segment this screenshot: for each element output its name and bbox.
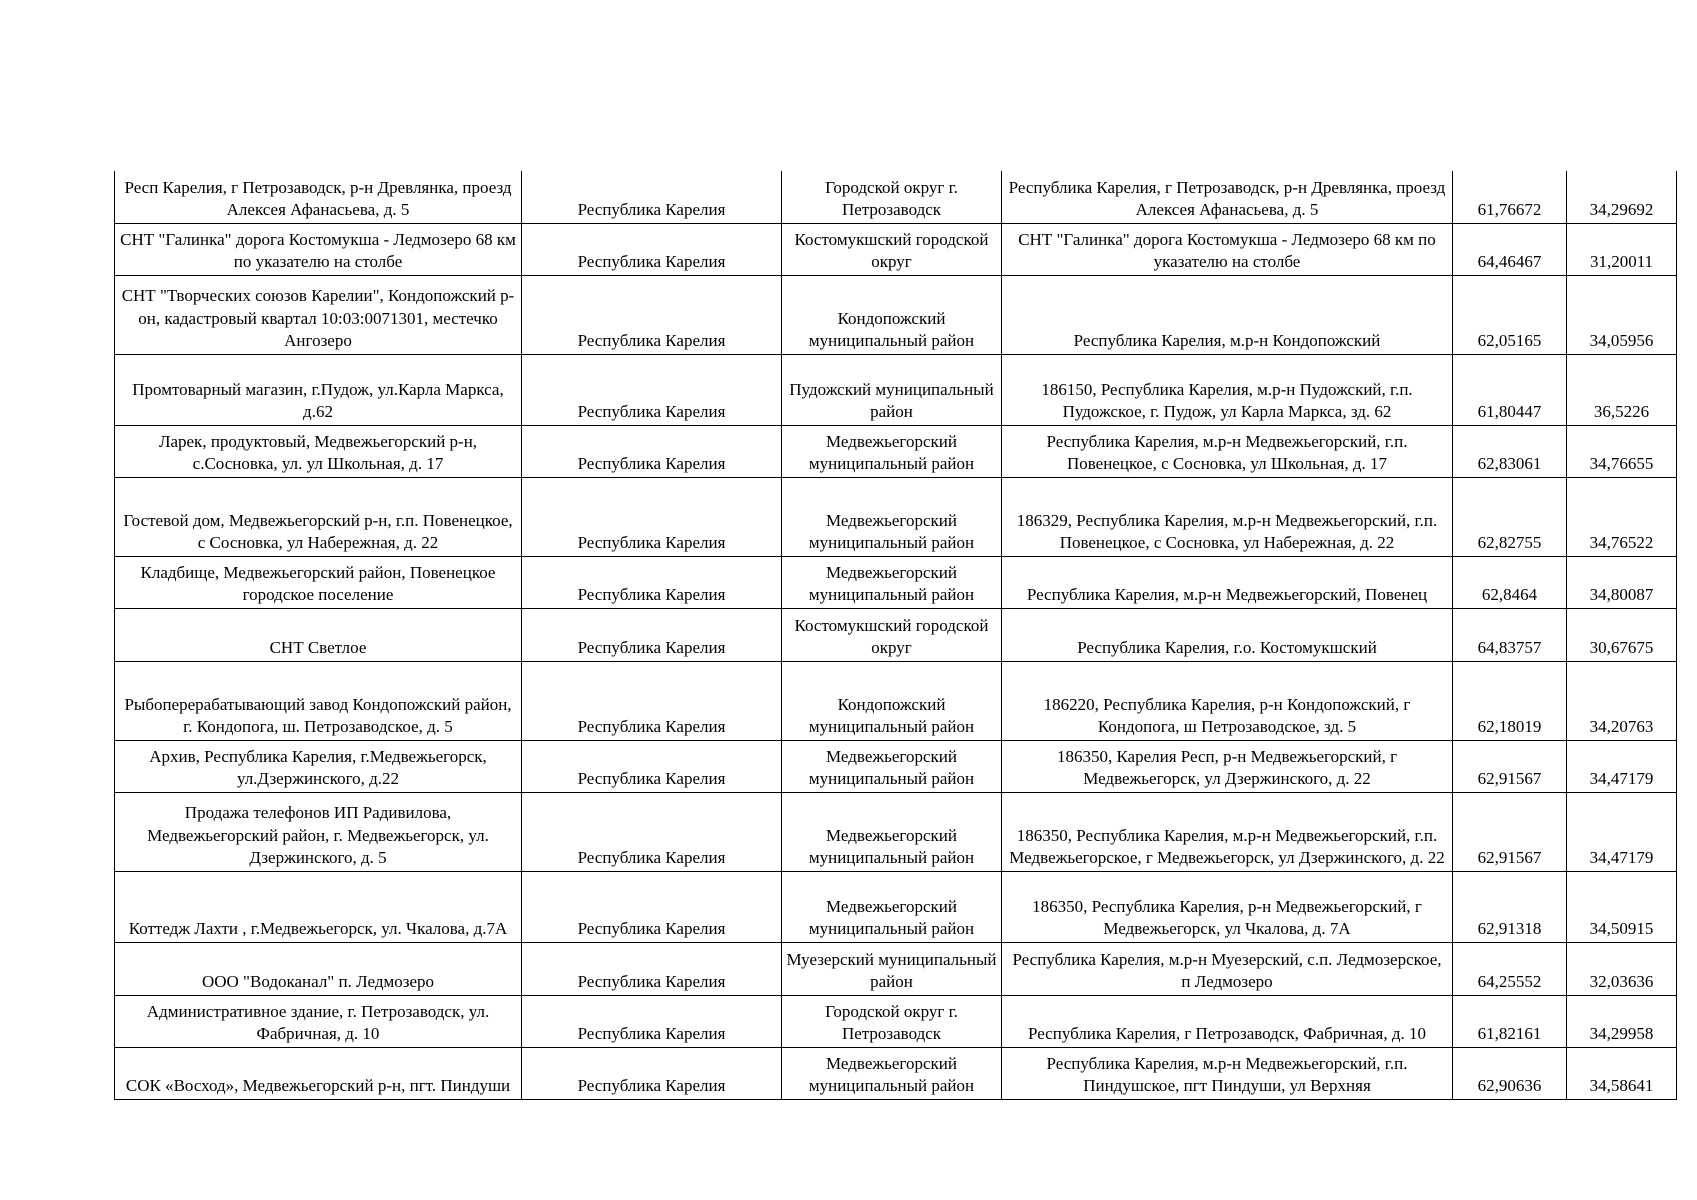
- address-cell: Республика Карелия, м.р-н Медвежьегорский, г.п. Пиндушское, пгт Пиндуши, ул Верхняя: [1002, 1047, 1453, 1099]
- table-row: [115, 995, 1677, 1047]
- table-row: [115, 740, 1677, 792]
- longitude-cell: 34,58641: [1567, 1047, 1677, 1099]
- region-cell: Республика Карелия: [522, 995, 782, 1047]
- address-cell: 186350, Карелия Респ, р-н Медвежьегорский, г Медвежьегорск, ул Дзержинского, д. 22: [1002, 740, 1453, 792]
- district-cell: Медвежьегорский муниципальный район: [782, 871, 1002, 942]
- district-cell: Медвежьегорский муниципальный район: [782, 477, 1002, 556]
- table-row: [115, 556, 1677, 608]
- longitude-cell: 34,76655: [1567, 425, 1677, 477]
- district-cell: Медвежьегорский муниципальный район: [782, 425, 1002, 477]
- address-cell: 186350, Республика Карелия, м.р-н Медвежьегорский, г.п. Медвежьегорское, г Медвежьегорск, ул Дзержинского, д. 22: [1002, 792, 1453, 871]
- longitude-cell: 34,20763: [1567, 661, 1677, 740]
- longitude-cell: 34,29958: [1567, 995, 1677, 1047]
- longitude-cell: 34,50915: [1567, 871, 1677, 942]
- object-cell: Продажа телефонов ИП Радивилова, Медвежьегорский район, г. Медвежьегорск, ул. Дзержинского, д. 5: [115, 792, 522, 871]
- address-cell: Республика Карелия, м.р-н Медвежьегорский, г.п. Повенецкое, с Сосновка, ул Школьная, д. 17: [1002, 425, 1453, 477]
- latitude-cell: 61,82161: [1453, 995, 1567, 1047]
- registry-table-body: [115, 171, 1677, 1099]
- region-cell: Республика Карелия: [522, 942, 782, 995]
- address-cell: 186220, Республика Карелия, р-н Кондопожский, г Кондопога, ш Петрозаводское, зд. 5: [1002, 661, 1453, 740]
- latitude-cell: 61,76672: [1453, 171, 1567, 223]
- object-cell: Ларек, продуктовый, Медвежьегорский р-н, с.Сосновка, ул. ул Школьная, д. 17: [115, 425, 522, 477]
- district-cell: Медвежьегорский муниципальный район: [782, 556, 1002, 608]
- longitude-cell: 36,5226: [1567, 354, 1677, 425]
- object-cell: Промтоварный магазин, г.Пудож, ул.Карла Маркса, д.62: [115, 354, 522, 425]
- table-row: [115, 871, 1677, 942]
- district-cell: Медвежьегорский муниципальный район: [782, 792, 1002, 871]
- table-row: [115, 223, 1677, 275]
- region-cell: Республика Карелия: [522, 354, 782, 425]
- address-cell: Республика Карелия, г.о. Костомукшский: [1002, 608, 1453, 661]
- region-cell: Республика Карелия: [522, 425, 782, 477]
- object-cell: Респ Карелия, г Петрозаводск, р-н Древлянка, проезд Алексея Афанасьева, д. 5: [115, 171, 522, 223]
- region-cell: Республика Карелия: [522, 275, 782, 354]
- longitude-cell: 34,76522: [1567, 477, 1677, 556]
- address-cell: СНТ "Галинка" дорога Костомукша - Ледмозеро 68 км по указателю на столбе: [1002, 223, 1453, 275]
- latitude-cell: 64,25552: [1453, 942, 1567, 995]
- latitude-cell: 62,91567: [1453, 740, 1567, 792]
- table-row: [115, 477, 1677, 556]
- longitude-cell: 31,20011: [1567, 223, 1677, 275]
- table-row: [115, 661, 1677, 740]
- latitude-cell: 64,46467: [1453, 223, 1567, 275]
- object-cell: Гостевой дом, Медвежьегорский р-н, г.п. Повенецкое, с Сосновка, ул Набережная, д. 22: [115, 477, 522, 556]
- address-cell: 186329, Республика Карелия, м.р-н Медвежьегорский, г.п. Повенецкое, с Сосновка, ул Набережная, д. 22: [1002, 477, 1453, 556]
- address-cell: Республика Карелия, м.р-н Медвежьегорский, Повенец: [1002, 556, 1453, 608]
- table-row: [115, 1047, 1677, 1099]
- object-cell: Коттедж Лахти , г.Медвежьегорск, ул. Чкалова, д.7А: [115, 871, 522, 942]
- latitude-cell: 62,8464: [1453, 556, 1567, 608]
- latitude-cell: 62,91318: [1453, 871, 1567, 942]
- table-row: [115, 425, 1677, 477]
- district-cell: Городской округ г. Петрозаводск: [782, 995, 1002, 1047]
- latitude-cell: 64,83757: [1453, 608, 1567, 661]
- region-cell: Республика Карелия: [522, 477, 782, 556]
- address-cell: Республика Карелия, г Петрозаводск, р-н Древлянка, проезд Алексея Афанасьева, д. 5: [1002, 171, 1453, 223]
- region-cell: Республика Карелия: [522, 661, 782, 740]
- district-cell: Кондопожский муниципальный район: [782, 275, 1002, 354]
- latitude-cell: 62,83061: [1453, 425, 1567, 477]
- district-cell: Медвежьегорский муниципальный район: [782, 740, 1002, 792]
- object-cell: СОК «Восход», Медвежьегорский р-н, пгт. Пиндуши: [115, 1047, 522, 1099]
- table-row: [115, 942, 1677, 995]
- region-cell: Республика Карелия: [522, 871, 782, 942]
- address-cell: Республика Карелия, м.р-н Муезерский, с.п. Ледмозерское, п Ледмозеро: [1002, 942, 1453, 995]
- latitude-cell: 61,80447: [1453, 354, 1567, 425]
- latitude-cell: 62,05165: [1453, 275, 1567, 354]
- object-cell: ООО "Водоканал" п. Ледмозеро: [115, 942, 522, 995]
- district-cell: Медвежьегорский муниципальный район: [782, 1047, 1002, 1099]
- longitude-cell: 34,47179: [1567, 740, 1677, 792]
- table-row: [115, 608, 1677, 661]
- region-cell: Республика Карелия: [522, 223, 782, 275]
- region-cell: Республика Карелия: [522, 556, 782, 608]
- registry-sheet: [114, 171, 1677, 1100]
- region-cell: Республика Карелия: [522, 171, 782, 223]
- longitude-cell: 34,80087: [1567, 556, 1677, 608]
- table-row: [115, 275, 1677, 354]
- longitude-cell: 32,03636: [1567, 942, 1677, 995]
- district-cell: Костомукшский городской округ: [782, 223, 1002, 275]
- address-cell: Республика Карелия, г Петрозаводск, Фабричная, д. 10: [1002, 995, 1453, 1047]
- region-cell: Республика Карелия: [522, 1047, 782, 1099]
- table-row: [115, 354, 1677, 425]
- district-cell: Пудожский муниципальный район: [782, 354, 1002, 425]
- object-cell: Рыбоперерабатывающий завод Кондопожский район, г. Кондопога, ш. Петрозаводское, д. 5: [115, 661, 522, 740]
- region-cell: Республика Карелия: [522, 608, 782, 661]
- district-cell: Муезерский муниципальный район: [782, 942, 1002, 995]
- address-cell: 186150, Республика Карелия, м.р-н Пудожский, г.п. Пудожское, г. Пудож, ул Карла Маркса, зд. 62: [1002, 354, 1453, 425]
- registry-table: [114, 171, 1677, 1100]
- district-cell: Кондопожский муниципальный район: [782, 661, 1002, 740]
- region-cell: Республика Карелия: [522, 740, 782, 792]
- address-cell: 186350, Республика Карелия, р-н Медвежьегорский, г Медвежьегорск, ул Чкалова, д. 7А: [1002, 871, 1453, 942]
- district-cell: Городской округ г. Петрозаводск: [782, 171, 1002, 223]
- object-cell: Архив, Республика Карелия, г.Медвежьегорск, ул.Дзержинского, д.22: [115, 740, 522, 792]
- longitude-cell: 34,05956: [1567, 275, 1677, 354]
- district-cell: Костомукшский городской округ: [782, 608, 1002, 661]
- longitude-cell: 34,47179: [1567, 792, 1677, 871]
- object-cell: Кладбище, Медвежьегорский район, Повенецкое городское поселение: [115, 556, 522, 608]
- latitude-cell: 62,91567: [1453, 792, 1567, 871]
- latitude-cell: 62,18019: [1453, 661, 1567, 740]
- object-cell: СНТ "Галинка" дорога Костомукша - Ледмозеро 68 км по указателю на столбе: [115, 223, 522, 275]
- object-cell: СНТ Светлое: [115, 608, 522, 661]
- longitude-cell: 30,67675: [1567, 608, 1677, 661]
- object-cell: Административное здание, г. Петрозаводск, ул. Фабричная, д. 10: [115, 995, 522, 1047]
- object-cell: СНТ "Творческих союзов Карелии", Кондопожский р-он, кадастровый квартал 10:03:0071301, местечко Ангозеро: [115, 275, 522, 354]
- table-row: [115, 171, 1677, 223]
- latitude-cell: 62,90636: [1453, 1047, 1567, 1099]
- latitude-cell: 62,82755: [1453, 477, 1567, 556]
- region-cell: Республика Карелия: [522, 792, 782, 871]
- longitude-cell: 34,29692: [1567, 171, 1677, 223]
- table-row: [115, 792, 1677, 871]
- address-cell: Республика Карелия, м.р-н Кондопожский: [1002, 275, 1453, 354]
